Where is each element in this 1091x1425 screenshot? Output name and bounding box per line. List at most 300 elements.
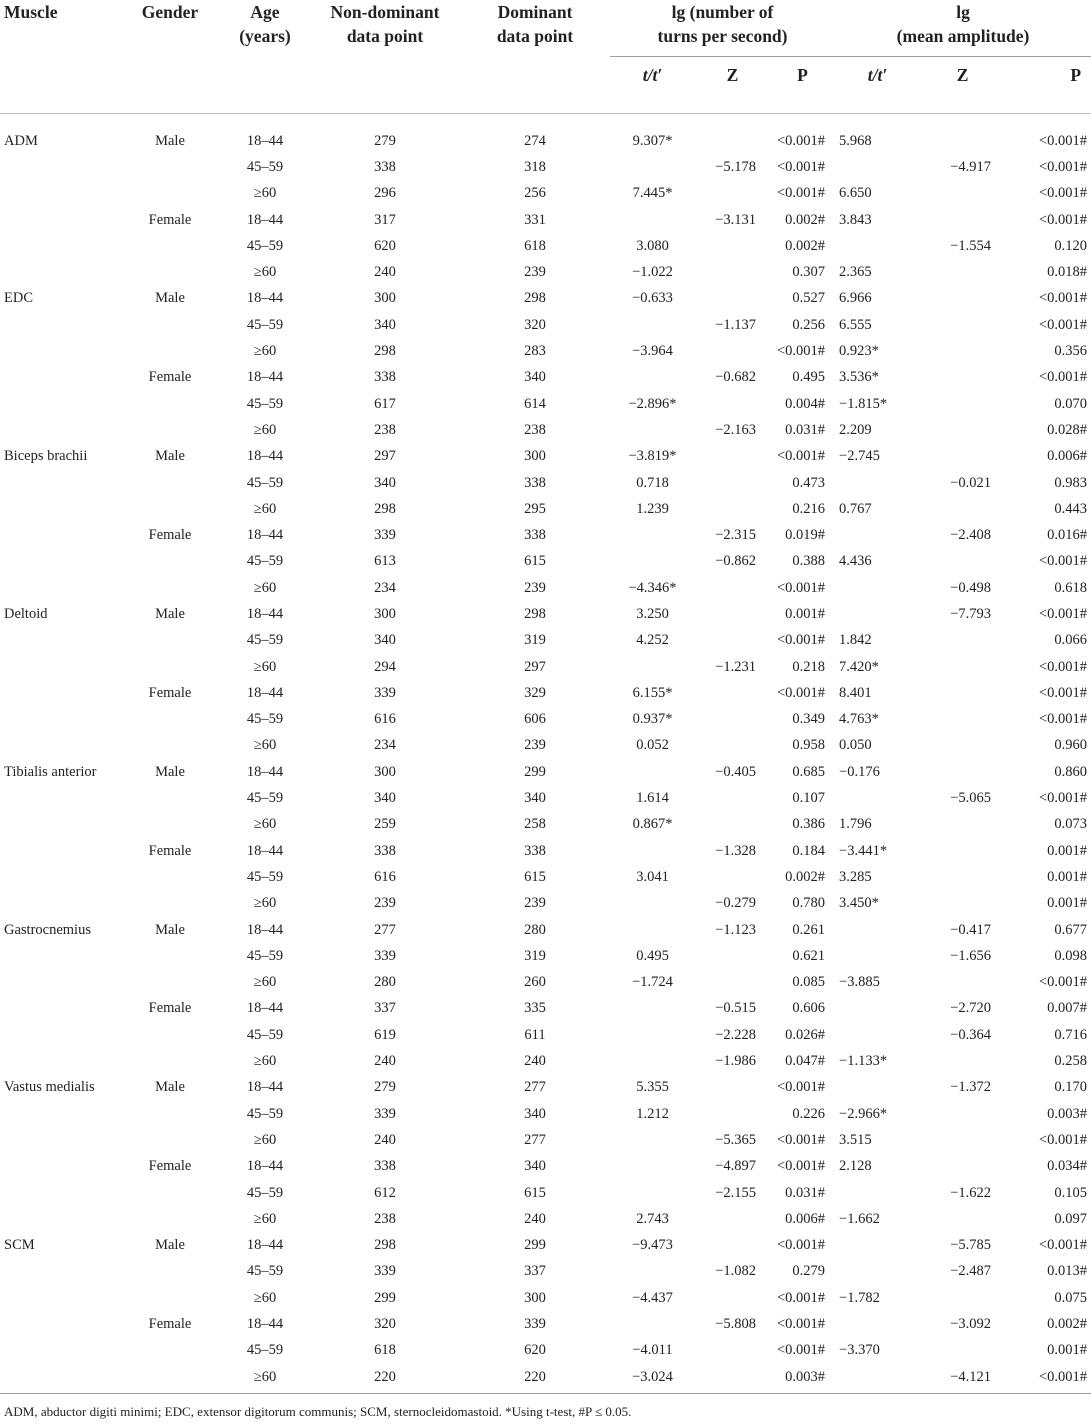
cell-gender xyxy=(120,864,220,890)
cell-amp-t xyxy=(835,996,920,1022)
cell-amp-z: −7.793 xyxy=(950,605,992,622)
cell-amp-t: −2.966* xyxy=(839,1105,888,1122)
cell-gender: Male xyxy=(155,605,185,622)
cell-amp-p: 0.120 xyxy=(1054,237,1088,254)
cell-amp-p: <0.001# xyxy=(1038,711,1088,728)
cell-gender xyxy=(120,1259,220,1285)
cell-turns-t xyxy=(610,365,695,391)
cell-nondominant: 616 xyxy=(374,868,396,885)
table-footnote: ADM, abductor digiti minimi; EDC, extensor digitorum communis; SCM, sternocleidomastoid. *Using t-test, #P ≤ 0.05. xyxy=(0,1393,1091,1420)
cell-turns-p: 0.003# xyxy=(785,1368,826,1385)
cell-dominant: 300 xyxy=(524,1289,546,1306)
cell-amp-p: <0.001# xyxy=(1038,185,1088,202)
cell-muscle xyxy=(0,1154,120,1180)
cell-turns-z: −1.082 xyxy=(715,1263,756,1280)
cell-amp-z xyxy=(920,444,1005,470)
cell-nondominant: 619 xyxy=(374,1026,396,1043)
table-row xyxy=(0,496,1091,522)
cell-amp-p: 0.356 xyxy=(1054,343,1088,360)
cell-amp-t: 4.763* xyxy=(839,711,879,728)
cell-turns-z xyxy=(695,470,770,496)
cell-turns-p: 0.031# xyxy=(785,421,826,438)
cell-amp-p: <0.001# xyxy=(1038,1131,1088,1148)
table-row xyxy=(0,549,1091,575)
cell-muscle xyxy=(0,785,120,811)
cell-turns-z xyxy=(695,1338,770,1364)
cell-nondominant: 340 xyxy=(374,632,396,649)
cell-turns-t: 4.252 xyxy=(636,632,669,649)
cell-age: 18–44 xyxy=(246,211,284,228)
cell-nondominant: 339 xyxy=(374,527,396,544)
cell-age: ≥60 xyxy=(253,816,277,833)
table-row xyxy=(0,1127,1091,1153)
cell-amp-z xyxy=(920,312,1005,338)
cell-dominant: 318 xyxy=(524,158,546,175)
cell-gender xyxy=(120,733,220,759)
cell-turns-t: 1.614 xyxy=(636,790,669,807)
cell-gender xyxy=(120,1338,220,1364)
cell-amp-p: 0.860 xyxy=(1054,763,1088,780)
cell-muscle xyxy=(0,970,120,996)
cell-gender xyxy=(120,943,220,969)
cell-dominant: 338 xyxy=(524,842,546,859)
cell-turns-p: 0.386 xyxy=(792,816,826,833)
cell-amp-t: 6.650 xyxy=(839,185,872,202)
cell-gender: Female xyxy=(148,1158,192,1175)
cell-muscle xyxy=(0,891,120,917)
cell-turns-p: 0.606 xyxy=(792,1000,826,1017)
cell-turns-t xyxy=(610,838,695,864)
cell-gender: Female xyxy=(148,842,192,859)
cell-turns-z: −2.163 xyxy=(715,421,756,438)
table-row xyxy=(0,891,1091,917)
cell-age: 18–44 xyxy=(246,369,284,386)
cell-amp-p: 0.258 xyxy=(1054,1053,1088,1070)
cell-turns-p: 0.388 xyxy=(792,553,826,570)
cell-gender xyxy=(120,417,220,443)
table-row xyxy=(0,601,1091,627)
cell-amp-p: 0.007# xyxy=(1047,1000,1088,1017)
cell-turns-t: 7.445* xyxy=(632,185,673,202)
cell-dominant: 240 xyxy=(524,1053,546,1070)
cell-turns-p: 0.047# xyxy=(785,1053,826,1070)
cell-turns-t: 1.239 xyxy=(636,500,669,517)
cell-gender: Male xyxy=(155,290,185,307)
cell-amp-t xyxy=(835,1180,920,1206)
cell-gender xyxy=(120,496,220,522)
cell-nondominant: 277 xyxy=(374,921,396,938)
cell-turns-t: 3.250 xyxy=(636,605,669,622)
header-amplitude-group: lg (mean amplitude) xyxy=(835,0,1091,57)
cell-turns-z xyxy=(695,181,770,207)
cell-amp-p: 0.034# xyxy=(1047,1158,1088,1175)
cell-gender: Female xyxy=(148,527,192,544)
cell-gender xyxy=(120,707,220,733)
cell-turns-p: 0.256 xyxy=(792,316,826,333)
cell-turns-p: 0.006# xyxy=(785,1210,826,1227)
cell-amp-t: −3.370 xyxy=(839,1342,880,1359)
cell-amp-p: 0.677 xyxy=(1054,921,1088,938)
cell-nondominant: 338 xyxy=(374,1158,396,1175)
cell-turns-t: −9.473 xyxy=(632,1237,673,1254)
cell-turns-t: −1.022 xyxy=(632,264,673,281)
cell-gender: Female xyxy=(148,1000,192,1017)
cell-amp-p: 0.001# xyxy=(1047,895,1088,912)
table-row xyxy=(0,864,1091,890)
cell-muscle xyxy=(0,365,120,391)
table-body xyxy=(0,114,1091,1391)
cell-nondominant: 238 xyxy=(374,1210,396,1227)
cell-turns-z xyxy=(695,785,770,811)
table-row xyxy=(0,1338,1091,1364)
cell-gender xyxy=(120,338,220,364)
cell-gender xyxy=(120,575,220,601)
cell-dominant: 606 xyxy=(524,711,546,728)
cell-nondominant: 240 xyxy=(374,264,396,281)
table-row xyxy=(0,1101,1091,1127)
cell-muscle: Biceps brachii xyxy=(4,448,88,465)
table-row xyxy=(0,1364,1091,1390)
cell-amp-z xyxy=(920,1154,1005,1180)
cell-turns-t: 0.052 xyxy=(636,737,669,754)
cell-muscle xyxy=(0,654,120,680)
cell-age: 18–44 xyxy=(246,527,284,544)
cell-turns-p: <0.001# xyxy=(776,132,826,149)
cell-muscle xyxy=(0,943,120,969)
cell-turns-p: 0.621 xyxy=(792,947,826,964)
cell-muscle: ADM xyxy=(4,132,38,149)
cell-turns-t xyxy=(610,1022,695,1048)
cell-gender xyxy=(120,812,220,838)
cell-gender: Female xyxy=(148,211,192,228)
table-row xyxy=(0,417,1091,443)
table-row xyxy=(0,707,1091,733)
table-row xyxy=(0,733,1091,759)
cell-turns-t: −4.346* xyxy=(628,579,677,596)
table-row xyxy=(0,338,1091,364)
cell-dominant: 239 xyxy=(524,737,546,754)
cell-turns-z: −0.279 xyxy=(715,895,756,912)
cell-turns-z xyxy=(695,1075,770,1101)
cell-turns-p: 0.002# xyxy=(785,868,826,885)
cell-turns-p: 0.261 xyxy=(792,921,826,938)
cell-dominant: 239 xyxy=(524,264,546,281)
cell-gender: Female xyxy=(148,369,192,386)
cell-muscle xyxy=(0,707,120,733)
cell-turns-z: −2.228 xyxy=(715,1026,756,1043)
cell-dominant: 280 xyxy=(524,921,546,938)
cell-muscle xyxy=(0,812,120,838)
cell-dominant: 274 xyxy=(524,132,546,149)
cell-nondominant: 340 xyxy=(374,474,396,491)
cell-amp-z: −4.121 xyxy=(950,1368,992,1385)
cell-age: 18–44 xyxy=(246,1237,284,1254)
cell-turns-p: 0.184 xyxy=(792,842,826,859)
cell-turns-p: 0.031# xyxy=(785,1184,826,1201)
table-row xyxy=(0,522,1091,548)
table-row xyxy=(0,575,1091,601)
table-row xyxy=(0,1022,1091,1048)
cell-dominant: 319 xyxy=(524,632,546,649)
cell-amp-z xyxy=(920,1285,1005,1311)
cell-amp-p: 0.105 xyxy=(1054,1184,1088,1201)
cell-nondominant: 298 xyxy=(374,343,396,360)
table-row xyxy=(0,917,1091,943)
cell-age: ≥60 xyxy=(253,1131,277,1148)
cell-age: ≥60 xyxy=(253,264,277,281)
cell-turns-z: −1.231 xyxy=(715,658,756,675)
cell-muscle xyxy=(0,470,120,496)
cell-nondominant: 339 xyxy=(374,1263,396,1280)
cell-nondominant: 298 xyxy=(374,500,396,517)
cell-turns-t xyxy=(610,891,695,917)
cell-gender: Female xyxy=(148,684,192,701)
header-amp-t: t/t′ xyxy=(867,65,888,85)
cell-turns-z: −0.515 xyxy=(715,1000,756,1017)
cell-turns-z xyxy=(695,812,770,838)
cell-amp-t: −3.441* xyxy=(839,842,888,859)
cell-nondominant: 339 xyxy=(374,1105,396,1122)
cell-amp-z xyxy=(920,1101,1005,1127)
cell-amp-t: 2.365 xyxy=(839,264,872,281)
cell-turns-t: 5.355 xyxy=(636,1079,669,1096)
cell-amp-z xyxy=(920,1206,1005,1232)
table-row xyxy=(0,365,1091,391)
cell-amp-p: 0.066 xyxy=(1054,632,1088,649)
cell-dominant: 340 xyxy=(524,1105,546,1122)
cell-amp-z xyxy=(920,864,1005,890)
table-row xyxy=(0,759,1091,785)
cell-turns-t: 0.495 xyxy=(636,947,669,964)
cell-dominant: 260 xyxy=(524,974,546,991)
table-row xyxy=(0,233,1091,259)
cell-amp-z xyxy=(920,733,1005,759)
cell-age: 45–59 xyxy=(246,316,284,333)
table-row xyxy=(0,312,1091,338)
table-row xyxy=(0,943,1091,969)
cell-gender xyxy=(120,233,220,259)
header-turns-group: lg (number of turns per second) xyxy=(610,0,835,57)
cell-amp-t: 8.401 xyxy=(839,684,872,701)
cell-amp-z: −2.487 xyxy=(950,1263,992,1280)
cell-dominant: 338 xyxy=(524,474,546,491)
cell-amp-p: 0.016# xyxy=(1047,527,1088,544)
cell-amp-z xyxy=(920,365,1005,391)
cell-amp-p: <0.001# xyxy=(1038,974,1088,991)
cell-amp-p: <0.001# xyxy=(1038,158,1088,175)
cell-muscle xyxy=(0,417,120,443)
table-row xyxy=(0,470,1091,496)
cell-amp-z xyxy=(920,1048,1005,1074)
cell-muscle xyxy=(0,733,120,759)
cell-nondominant: 279 xyxy=(374,1079,396,1096)
cell-nondominant: 340 xyxy=(374,316,396,333)
cell-amp-p: <0.001# xyxy=(1038,1368,1088,1385)
cell-amp-p: <0.001# xyxy=(1038,790,1088,807)
cell-amp-t: −1.815* xyxy=(839,395,888,412)
cell-turns-z xyxy=(695,628,770,654)
cell-turns-p: <0.001# xyxy=(776,158,826,175)
cell-gender xyxy=(120,1285,220,1311)
cell-age: 45–59 xyxy=(246,947,284,964)
cell-turns-t xyxy=(610,549,695,575)
cell-muscle xyxy=(0,233,120,259)
cell-amp-z xyxy=(920,1338,1005,1364)
cell-gender xyxy=(120,628,220,654)
cell-muscle xyxy=(0,549,120,575)
cell-age: 18–44 xyxy=(246,290,284,307)
cell-amp-t xyxy=(835,575,920,601)
table-row xyxy=(0,785,1091,811)
cell-turns-z xyxy=(695,943,770,969)
cell-age: 45–59 xyxy=(246,1026,284,1043)
cell-turns-z: −1.123 xyxy=(715,921,756,938)
cell-nondominant: 294 xyxy=(374,658,396,675)
cell-turns-z xyxy=(695,1285,770,1311)
cell-turns-z xyxy=(695,1232,770,1258)
cell-amp-z: −5.785 xyxy=(950,1237,992,1254)
table-row xyxy=(0,1075,1091,1101)
cell-turns-z: −3.131 xyxy=(715,211,756,228)
cell-amp-z xyxy=(920,680,1005,706)
cell-amp-z xyxy=(920,628,1005,654)
cell-turns-z xyxy=(695,391,770,417)
cell-amp-t xyxy=(835,1232,920,1258)
cell-nondominant: 240 xyxy=(374,1131,396,1148)
cell-amp-t: −1.662 xyxy=(839,1210,880,1227)
cell-age: 45–59 xyxy=(246,868,284,885)
cell-muscle xyxy=(0,1127,120,1153)
cell-amp-p: 0.097 xyxy=(1054,1210,1088,1227)
header-turns-z: Z xyxy=(726,65,739,85)
cell-amp-p: 0.443 xyxy=(1054,500,1088,517)
cell-amp-z xyxy=(920,286,1005,312)
cell-gender xyxy=(120,1048,220,1074)
cell-dominant: 320 xyxy=(524,316,546,333)
cell-amp-z xyxy=(920,838,1005,864)
cell-dominant: 620 xyxy=(524,1342,546,1359)
cell-turns-p: <0.001# xyxy=(776,343,826,360)
cell-muscle xyxy=(0,1048,120,1074)
cell-nondominant: 620 xyxy=(374,237,396,254)
cell-dominant: 256 xyxy=(524,185,546,202)
cell-dominant: 338 xyxy=(524,527,546,544)
cell-dominant: 339 xyxy=(524,1316,546,1332)
table-row xyxy=(0,286,1091,312)
cell-gender xyxy=(120,654,220,680)
cell-amp-p: 0.618 xyxy=(1054,579,1088,596)
cell-turns-p: 0.218 xyxy=(792,658,826,675)
cell-turns-p: 0.085 xyxy=(792,974,826,991)
cell-amp-t xyxy=(835,601,920,627)
cell-amp-z: −1.656 xyxy=(950,947,992,964)
cell-amp-p: <0.001# xyxy=(1038,290,1088,307)
cell-dominant: 615 xyxy=(524,1184,546,1201)
cell-dominant: 329 xyxy=(524,684,546,701)
cell-turns-t: 0.718 xyxy=(636,474,669,491)
cell-gender xyxy=(120,549,220,575)
cell-amp-t xyxy=(835,917,920,943)
cell-age: ≥60 xyxy=(253,579,277,596)
cell-nondominant: 300 xyxy=(374,290,396,307)
cell-amp-t: 3.536* xyxy=(839,369,879,386)
table-row xyxy=(0,259,1091,285)
cell-muscle xyxy=(0,1338,120,1364)
cell-amp-t: 7.420* xyxy=(839,658,879,675)
cell-turns-z: −5.365 xyxy=(715,1131,756,1148)
cell-turns-t: −2.896* xyxy=(628,395,677,412)
cell-turns-z xyxy=(695,444,770,470)
cell-turns-t xyxy=(610,1259,695,1285)
cell-amp-p: 0.001# xyxy=(1047,1342,1088,1359)
cell-nondominant: 339 xyxy=(374,684,396,701)
cell-gender xyxy=(120,154,220,180)
cell-turns-z xyxy=(695,1101,770,1127)
cell-nondominant: 238 xyxy=(374,421,396,438)
cell-nondominant: 617 xyxy=(374,395,396,412)
cell-gender xyxy=(120,1180,220,1206)
cell-amp-z: −3.092 xyxy=(950,1316,992,1332)
cell-turns-z xyxy=(695,1206,770,1232)
cell-nondominant: 259 xyxy=(374,816,396,833)
cell-amp-t: −2.745 xyxy=(839,448,880,465)
cell-amp-z xyxy=(920,891,1005,917)
cell-turns-p: 0.001# xyxy=(785,605,826,622)
cell-amp-z xyxy=(920,707,1005,733)
cell-age: ≥60 xyxy=(253,974,277,991)
cell-turns-z xyxy=(695,338,770,364)
cell-amp-t: 6.555 xyxy=(839,316,872,333)
cell-turns-p: 0.004# xyxy=(785,395,826,412)
cell-turns-z xyxy=(695,707,770,733)
header-amp-z: Z xyxy=(956,65,969,85)
cell-turns-t xyxy=(610,1048,695,1074)
cell-age: ≥60 xyxy=(253,1053,277,1070)
cell-turns-z xyxy=(695,496,770,522)
cell-amp-p: <0.001# xyxy=(1038,316,1088,333)
table-row xyxy=(0,1154,1091,1180)
cell-nondominant: 239 xyxy=(374,895,396,912)
cell-muscle xyxy=(0,207,120,233)
cell-amp-p: 0.070 xyxy=(1054,395,1088,412)
cell-age: 45–59 xyxy=(246,158,284,175)
cell-turns-z: −5.178 xyxy=(715,158,756,175)
cell-age: 18–44 xyxy=(246,1158,284,1175)
cell-muscle xyxy=(0,338,120,364)
cell-dominant: 618 xyxy=(524,237,546,254)
cell-dominant: 340 xyxy=(524,369,546,386)
cell-turns-t xyxy=(610,1311,695,1337)
cell-dominant: 340 xyxy=(524,1158,546,1175)
cell-nondominant: 340 xyxy=(374,790,396,807)
cell-gender xyxy=(120,1364,220,1390)
cell-age: ≥60 xyxy=(253,658,277,675)
cell-nondominant: 234 xyxy=(374,737,396,754)
cell-amp-t xyxy=(835,1311,920,1337)
cell-amp-p: 0.075 xyxy=(1054,1289,1088,1306)
cell-turns-t xyxy=(610,312,695,338)
cell-dominant: 614 xyxy=(524,395,546,412)
cell-gender xyxy=(120,181,220,207)
cell-turns-z xyxy=(695,680,770,706)
cell-amp-z xyxy=(920,549,1005,575)
table-row xyxy=(0,1259,1091,1285)
cell-muscle xyxy=(0,154,120,180)
cell-amp-p: <0.001# xyxy=(1038,684,1088,701)
cell-amp-p: <0.001# xyxy=(1038,211,1088,228)
cell-amp-z: −0.417 xyxy=(950,921,992,938)
cell-amp-z: −2.408 xyxy=(950,527,992,544)
